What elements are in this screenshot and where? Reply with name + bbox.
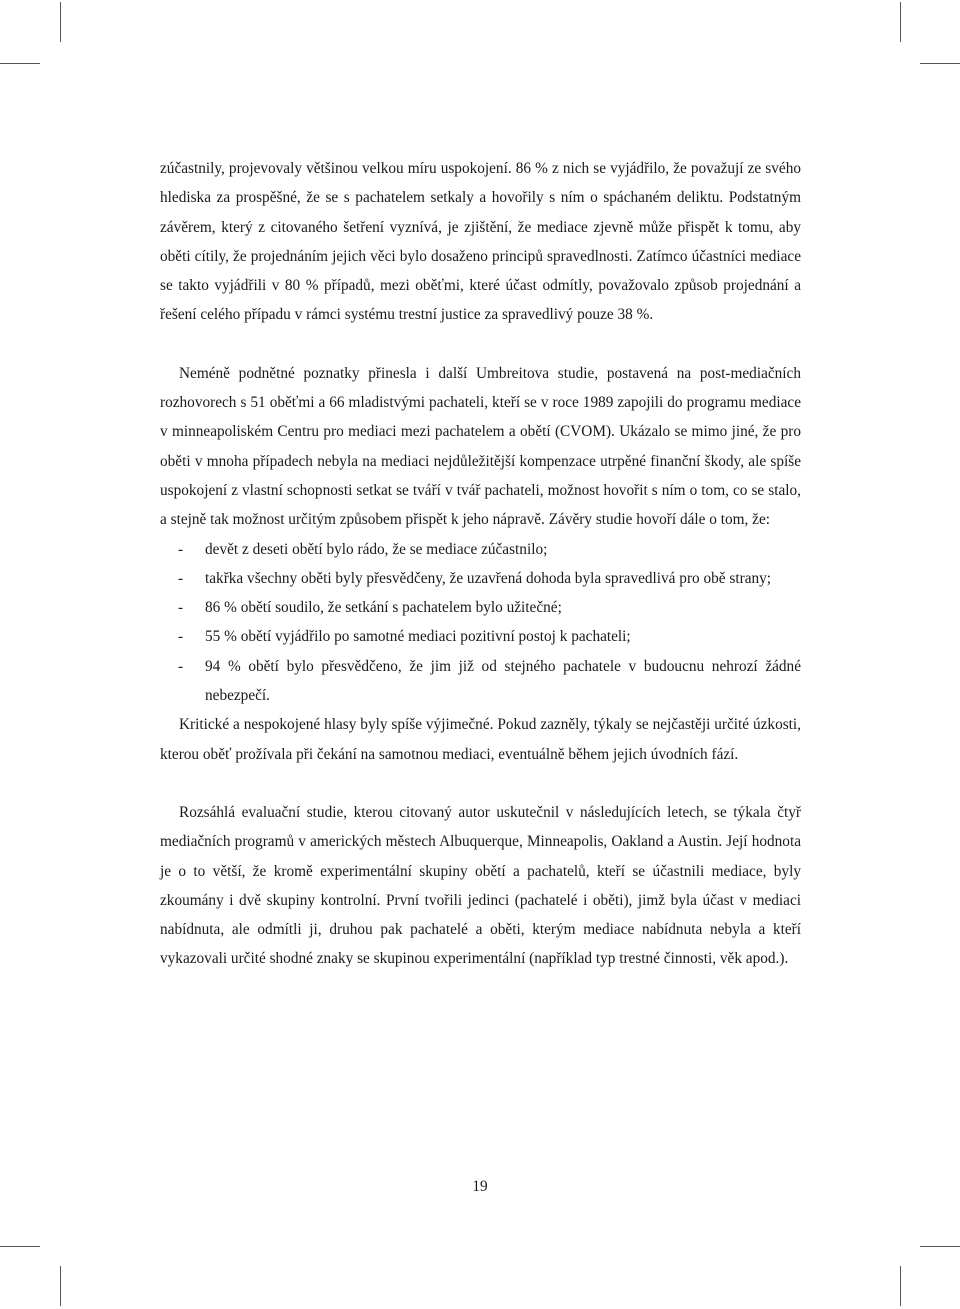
crop-mark — [900, 1266, 901, 1306]
list-item — [160, 564, 801, 593]
list-marker: - — [178, 599, 184, 617]
paragraph: Kritické a nespokojené hlasy byly spíše výjimečné. Pokud zazněly, týkaly se nejčastěji určité úzkosti, kterou oběť prožívala při čekání na samotnou mediaci, eventuálně během jejich úvodních fází. — [160, 716, 801, 763]
list-marker: - — [178, 628, 184, 646]
list-marker: - — [178, 540, 184, 558]
list-item-text: 55 % obětí vyjádřilo po samotné mediaci pozitivní postoj k pachateli; — [205, 628, 631, 646]
crop-mark — [900, 2, 901, 42]
paragraph-gap — [160, 330, 801, 359]
page-number: 19 — [472, 1178, 488, 1195]
list-marker: - — [178, 657, 184, 675]
list-item — [160, 622, 801, 651]
crop-mark — [920, 63, 960, 64]
list-item — [160, 652, 801, 711]
list-item-text: 94 % obětí bylo přesvědčeno, že jim již od stejného pachatele v budoucnu nehrozí žádné nebezpečí. — [205, 657, 801, 705]
paragraph: Rozsáhlá evaluační studie, kterou citovaný autor uskutečnil v následujících letech, se týkala čtyř mediačních programů v amerických městech Albuquerque, Minneapolis, Oakland a Austin. Její hodnota je o to větší, že kromě experimentální skupiny obětí a pachatelů, kteří se účastnili mediace, byly zkoumány i dvě skupiny kontrolní. První tvořili jedinci (pachatelé i oběti), jimž byla účast v mediaci nabídnuta, ale odmítli ji, druhou pak pachatelé a oběti, kterým mediace nabídnuta nebyla a kteří vykazovali určité shodné znaky se skupinou experimentální (například typ trestné činnosti, věk apod.). — [160, 803, 801, 968]
list-item — [160, 593, 801, 622]
page-body — [160, 154, 801, 974]
crop-mark — [920, 1246, 960, 1247]
paragraph: Neméně podnětné poznatky přinesla i další Umbreitova studie, postavená na post-mediačních rozhovorech s 51 oběťmi a 66 mladistvými pachateli, kteří se v roce 1989 zapojili do programu mediace v minneapoliském Centru pro mediaci mezi pachatelem a obětí (CVOM). Ukázalo se mimo jiné, že pro oběti v mnoha případech nebyla na mediaci nejdůležitější kompenzace utrpěné finanční škody, ale spíše uspokojení z vlastní schopnosti setkat se tváří v tvář pachateli, možnost hovořit s ním o tom, co se stalo, a stejně tak možnost určitým způsobem přispět k jeho nápravě. Závěry studie hovoří dále o tom, že: — [160, 364, 801, 529]
list-item-text: devět z deseti obětí bylo rádo, že se mediace zúčastnilo; — [205, 540, 548, 558]
crop-mark — [0, 63, 40, 64]
paragraph: zúčastnily, projevovaly většinou velkou míru uspokojení. 86 % z nich se vyjádřilo, že považují ze svého hlediska za prospěšné, že se s pachatelem setkaly a hovořily s ním o spáchaném deliktu. Podstatným závěrem, který z citovaného šetření vyznívá, je zjištění, že mediace zjevně může přispět k tomu, aby oběti cítily, že projednáním jejich věci bylo dosaženo principů spravedlnosti. Zatímco účastníci mediace se takto vyjádřili v 80 % případů, mezi oběťmi, které účast odmítly, považovalo způsob projednání a řešení celého případu v rámci systému trestní justice za spravedlivý pouze 38 %. — [160, 160, 801, 324]
crop-mark — [60, 1266, 61, 1306]
findings-list — [160, 535, 801, 711]
list-item-text: takřka všechny oběti byly přesvědčeny, že uzavřená dohoda byla spravedlivá pro obě strany; — [205, 569, 772, 587]
list-item — [160, 535, 801, 564]
crop-mark — [0, 1246, 40, 1247]
list-item-text: 86 % obětí soudilo, že setkání s pachatelem bylo užitečné; — [205, 599, 562, 617]
list-marker: - — [178, 569, 184, 587]
crop-mark — [60, 2, 61, 42]
paragraph-gap — [160, 769, 801, 798]
